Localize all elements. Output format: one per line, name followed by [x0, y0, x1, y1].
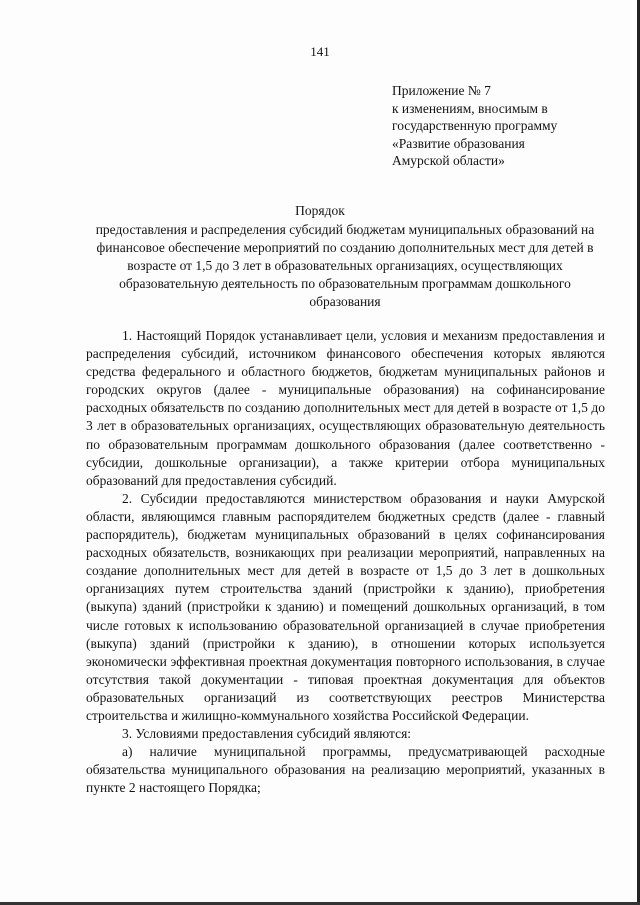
- paragraph-3a: а) наличие муниципальной программы, предусматривающей расходные обязательства муниципального образования на реализацию мероприятий, указанных в пункте 2 настоящего Порядка;: [86, 744, 605, 796]
- appendix-line: Амурской области»: [392, 153, 505, 168]
- appendix-line: Приложение № 7: [392, 83, 491, 98]
- appendix-block: [392, 82, 612, 170]
- paragraph-1: 1. Настоящий Порядок устанавливает цели, условия и механизм предоставления и распределения субсидий, источником финансового обеспечения которых являются средства федерального и областного бюджетов, бюджетам муниципальных районов и городских округов (далее - муниципальные образования) на софинансирование расходных обязательств по созданию дополнительных мест для детей в возрасте от 1,5 до 3 лет в образовательных организациях, осуществляющих образовательную деятельность по образовательным программам дошкольного образования (далее соответственно - субсидии, дошкольные организации), а также критерии отбора муниципальных образований для предоставления субсидий.: [86, 328, 605, 488]
- paragraph-3: 3. Условиями предоставления субсидий являются:: [122, 726, 412, 742]
- appendix-line: государственную программу: [392, 118, 558, 133]
- appendix-line: «Развитие образования: [392, 135, 525, 151]
- document-title: Порядок: [295, 203, 345, 218]
- page-number: 141: [310, 44, 330, 59]
- appendix-line: к изменениям, вносимым в: [392, 100, 548, 116]
- document-body: [86, 327, 605, 797]
- document-subtitle: предоставления и распределения субсидий бюджетам муниципальных образований на финансовое обеспечение мероприятий по созданию дополнительных мест для детей в возрасте от 1,5 до 3 лет в образовательных организациях, осуществляющих образовательную деятельность по образовательным программам дошкольного образования: [95, 222, 595, 309]
- paragraph-2: 2. Субсидии предоставляются министерством образования и науки Амурской области, являющимся главным распорядителем бюджетных средств (далее - главный распорядитель), бюджетам муниципальных образований в целях софинансирования расходных обязательств, возникающих при реализации мероприятий, направленных на создание дополнительных мест для детей в возрасте от 1,5 до 3 лет в дошкольных организациях путем строительства зданий (пристройки к зданию), приобретения (выкупа) зданий (пристройки к зданию) и помещений дошкольных организаций, в том числе готовых к использованию образовательной организацией в случае приобретения (выкупа) зданий (пристройки к зданию), в отношении которых используется экономически эффективная проектная документация повторного использования, в случае отсутствия такой документации - типовая проектная документация для объектов образовательных организаций из соответствующих реестров Министерства строительства и жилищно-коммунального хозяйства Российской Федерации.: [86, 490, 605, 723]
